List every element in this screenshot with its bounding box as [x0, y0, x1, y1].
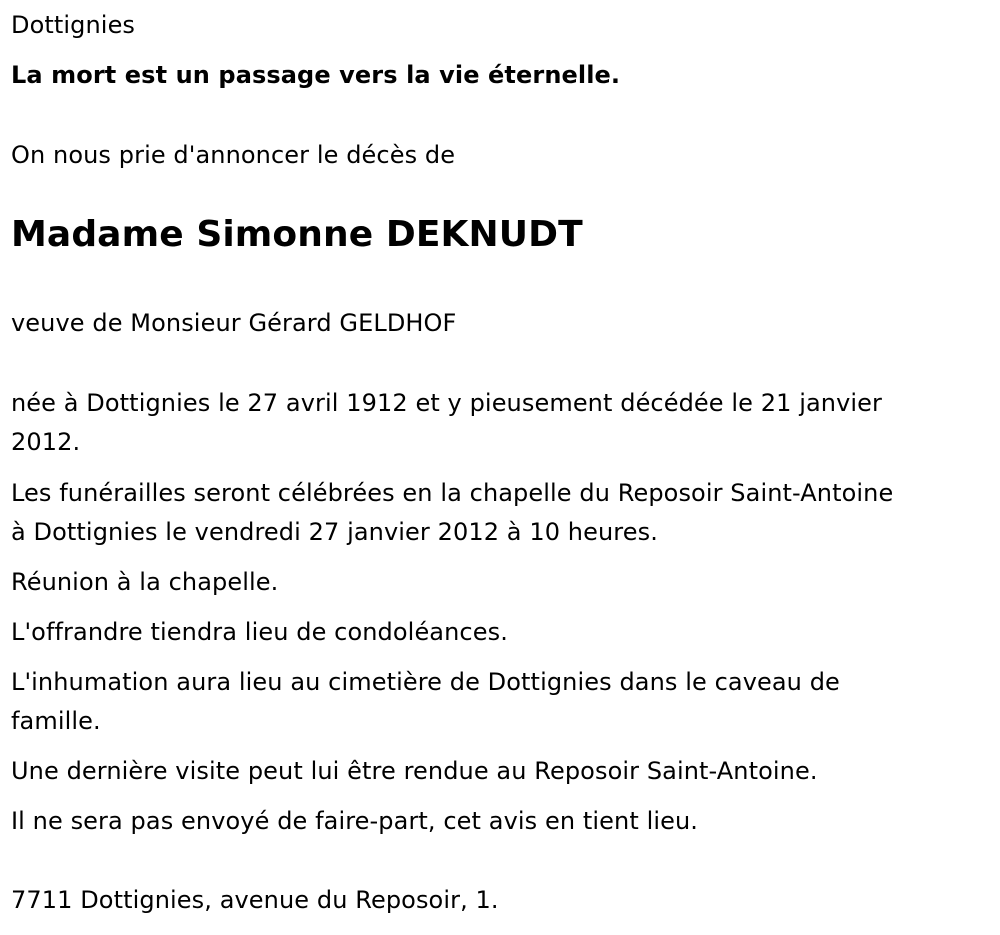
funeral-line-1: Les funérailles seront célébrées en la chapelle du Reposoir Saint-Antoine — [11, 479, 894, 507]
birth-death-line-2: 2012. — [11, 428, 81, 456]
burial-line-1: L'inhumation aura lieu au cimetière de Dottignies dans le caveau de — [11, 668, 840, 696]
burial-line-2: famille. — [11, 707, 101, 735]
intro-text: On nous prie d'annoncer le décès de — [11, 141, 456, 169]
funeral-line-2: à Dottignies le vendredi 27 janvier 2012 à 10 heures. — [11, 518, 658, 546]
no-card-text: Il ne sera pas envoyé de faire-part, cet avis en tient lieu. — [11, 807, 699, 835]
birth-death-line-1: née à Dottignies le 27 avril 1912 et y pieusement décédée le 21 janvier — [11, 389, 883, 417]
address-text: 7711 Dottignies, avenue du Reposoir, 1. — [11, 886, 499, 914]
spouse-line: veuve de Monsieur Gérard GELDHOF — [11, 309, 457, 337]
town-heading: Dottignies — [11, 11, 136, 39]
motto: La mort est un passage vers la vie éternelle. — [11, 61, 621, 89]
meeting-text: Réunion à la chapelle. — [11, 568, 279, 596]
visit-text: Une dernière visite peut lui être rendue au Reposoir Saint-Antoine. — [11, 757, 818, 785]
deceased-name: Madame Simonne DEKNUDT — [11, 214, 583, 255]
offering-text: L'offrandre tiendra lieu de condoléances. — [11, 618, 508, 646]
